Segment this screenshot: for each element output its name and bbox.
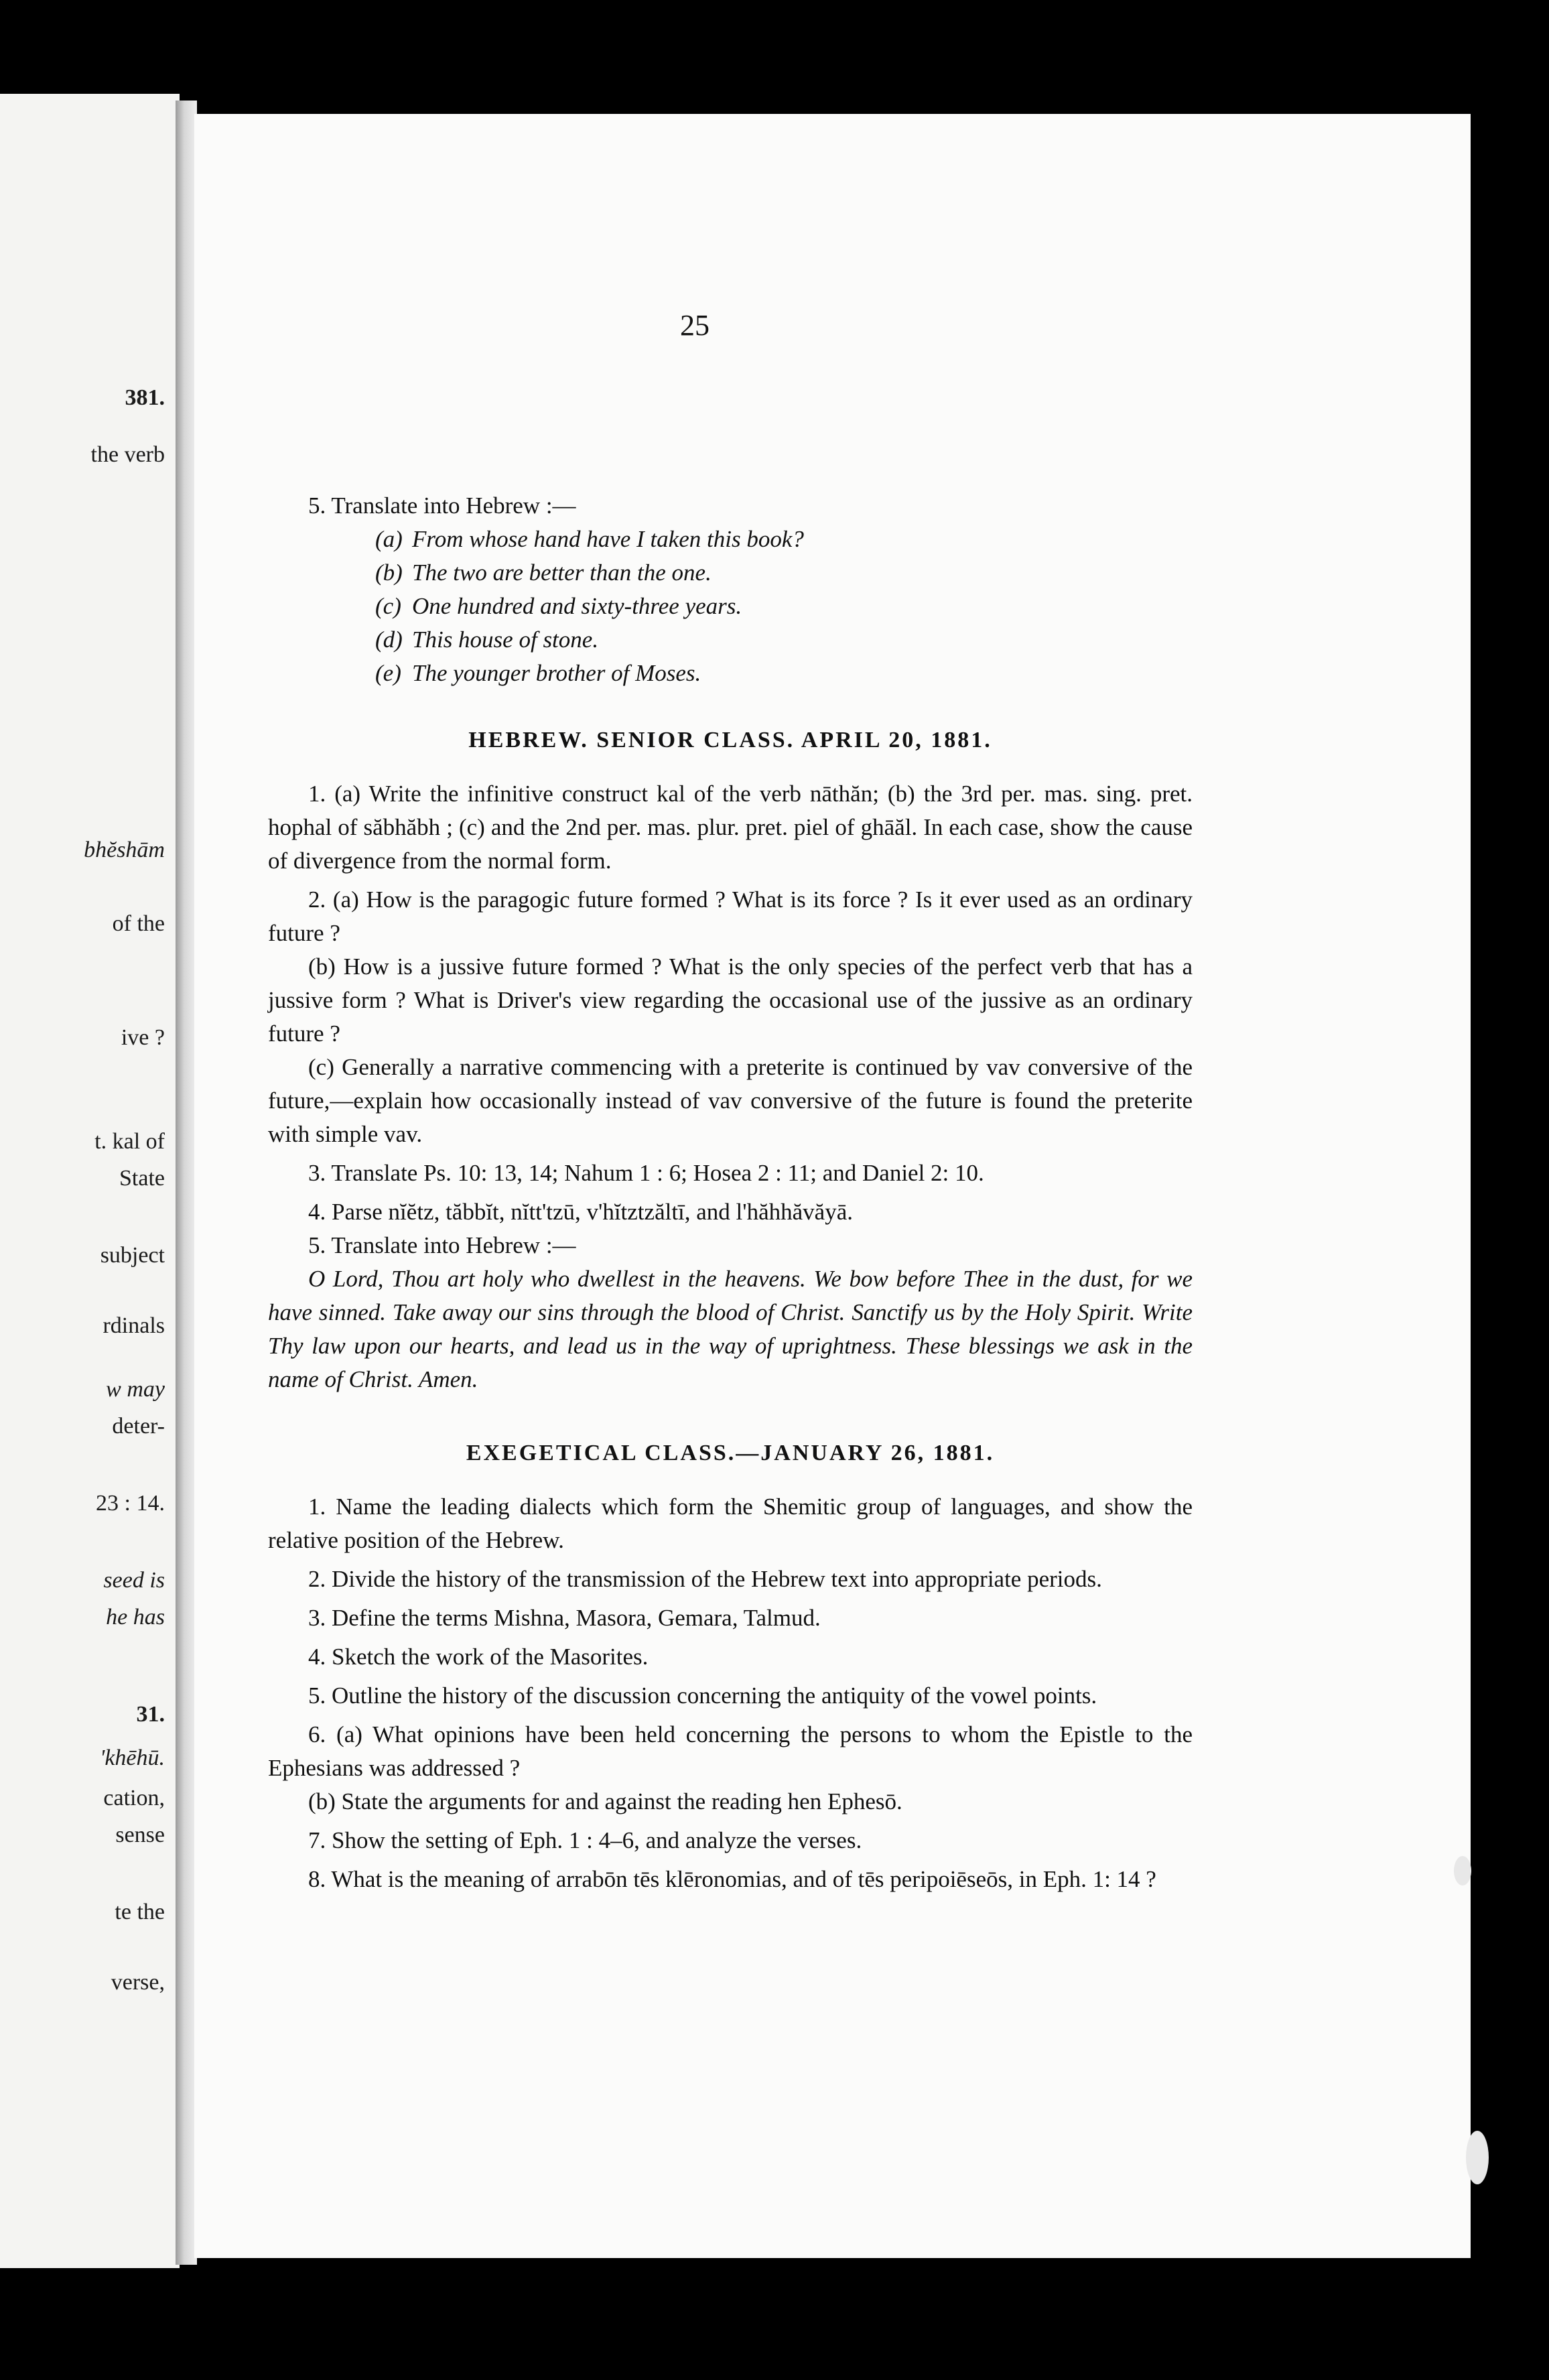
exegetical-question-4: 4. Sketch the work of the Masorites.	[308, 1644, 649, 1670]
exegetical-question-3: 3. Define the terms Mishna, Masora, Gemara, Talmud.	[308, 1605, 821, 1631]
left-page-fragment: of the	[112, 911, 165, 936]
exegetical-question-5: 5. Outline the history of the discussion concerning the antiquity of the vowel points.	[308, 1682, 1097, 1709]
left-page-fragment: ive ?	[121, 1025, 165, 1050]
left-page-fragment: 381.	[125, 385, 165, 410]
senior-question-3: 3. Translate Ps. 10: 13, 14; Nahum 1 : 6; Hosea 2 : 11; and Daniel 2: 10.	[308, 1160, 984, 1186]
left-page-fragment: verse,	[111, 1970, 165, 1995]
senior-question-4: 4. Parse nĭĕtz, tăbbĭt, nĭtt'tzū, v'hĭtztzăltī, and l'hăhhăvăyā.	[308, 1199, 853, 1225]
scan-dust-mark	[1454, 1856, 1471, 1886]
left-page-fragment: he has	[106, 1605, 165, 1630]
left-page-fragment: the verb	[90, 442, 165, 467]
left-page-fragment: 23 : 14.	[96, 1491, 165, 1516]
left-page-fragment: cation,	[103, 1786, 165, 1810]
book-page	[194, 114, 1471, 2258]
left-page-fragment: rdinals	[103, 1313, 165, 1338]
translation-item	[375, 523, 1193, 556]
left-page-fragment: subject	[100, 1243, 165, 1268]
senior-class-heading: HEBREW. SENIOR CLASS. APRIL 20, 1881.	[468, 728, 992, 752]
exegetical-question-1: 1. Name the leading dialects which form the Shemitic group of languages, and show the relative position of the Hebrew.	[268, 1494, 1193, 1553]
left-page-fragment: bhĕshām	[84, 838, 165, 862]
left-page-fragment: 'khēhū.	[100, 1745, 165, 1770]
translation-item-label: (a)	[375, 526, 403, 552]
senior-question-5-text: O Lord, Thou art holy who dwellest in the heavens. We bow before Thee in the dust, for we have sinned. Take away our sins through the blood of Christ. Sanctify us by the Holy Spirit. Write Thy law upon our hearts, and lead us in the way of uprightness. These blessings we ask in the name of Christ. Amen.	[268, 1266, 1193, 1392]
left-page-fragment: deter-	[112, 1414, 165, 1439]
left-page-fragment: te the	[115, 1900, 165, 1924]
exegetical-question-8: 8. What is the meaning of arrabōn tēs klēronomias, and of tēs peripoiēseōs, in Eph. 1: 14 ?	[308, 1866, 1156, 1892]
left-page-fragment: sense	[115, 1823, 165, 1847]
exegetical-class-heading: EXEGETICAL CLASS.—JANUARY 26, 1881.	[466, 1441, 995, 1465]
exegetical-question-2: 2. Divide the history of the transmission of the Hebrew text into appropriate periods.	[308, 1566, 1102, 1592]
left-page-fragment: State	[119, 1166, 165, 1191]
translation-item	[375, 556, 1193, 590]
translation-item	[375, 623, 1193, 657]
scan-dust-mark	[1466, 2131, 1489, 2184]
exegetical-question-7: 7. Show the setting of Eph. 1 : 4–6, and analyze the verses.	[308, 1827, 862, 1853]
senior-question-1: 1. (a) Write the infinitive construct kal of the verb nāthăn; (b) the 3rd per. mas. sing. pret. hophal of săbhăbh ; (c) and the 2nd per. mas. plur. pret. piel of ghāăl. In each case, show the cause of divergence from the normal form.	[268, 781, 1193, 874]
left-page-fragment: t. kal of	[94, 1129, 165, 1154]
translation-items	[375, 523, 1193, 690]
translation-item-text: From whose hand have I taken this book?	[412, 526, 804, 552]
exegetical-question-6b: (b) State the arguments for and against the reading hen Ephesō.	[308, 1788, 902, 1814]
translation-item-text: One hundred and sixty-three years.	[412, 593, 742, 619]
translation-item-label: (e)	[375, 660, 401, 686]
senior-question-2c: (c) Generally a narrative commencing with a preterite is continued by vav conversive of the future,—explain how occasionally instead of vav conversive of the future is found the preterite with simple vav.	[268, 1054, 1193, 1147]
translation-item-label: (d)	[375, 626, 403, 653]
page-number: 25	[680, 309, 710, 342]
previous-page-edge	[0, 94, 180, 2268]
translation-item-label: (b)	[375, 559, 403, 586]
left-page-fragment: seed is	[103, 1568, 165, 1593]
translation-item	[375, 657, 1193, 690]
left-page-fragment: 31.	[136, 1702, 165, 1727]
translation-item-text: The younger brother of Moses.	[412, 660, 701, 686]
senior-question-2b: (b) How is a jussive future formed ? What is the only species of the perfect verb that has a jussive form ? What is Driver's view regarding the occasional use of the jussive as an ordinary future ?	[268, 953, 1193, 1047]
question-5-intro: 5. Translate into Hebrew :—	[308, 492, 576, 519]
translation-item-text: This house of stone.	[412, 626, 599, 653]
left-page-fragment: w may	[106, 1377, 165, 1402]
translation-item	[375, 590, 1193, 623]
senior-question-5: 5. Translate into Hebrew :—	[308, 1232, 576, 1258]
senior-question-2a: 2. (a) How is the paragogic future formed ? What is its force ? Is it ever used as an ordinary future ?	[268, 886, 1193, 946]
translation-item-text: The two are better than the one.	[412, 559, 712, 586]
page-content	[268, 489, 1193, 1896]
translation-item-label: (c)	[375, 593, 401, 619]
exegetical-question-6a: 6. (a) What opinions have been held concerning the persons to whom the Epistle to the Ephesians was addressed ?	[268, 1721, 1193, 1781]
